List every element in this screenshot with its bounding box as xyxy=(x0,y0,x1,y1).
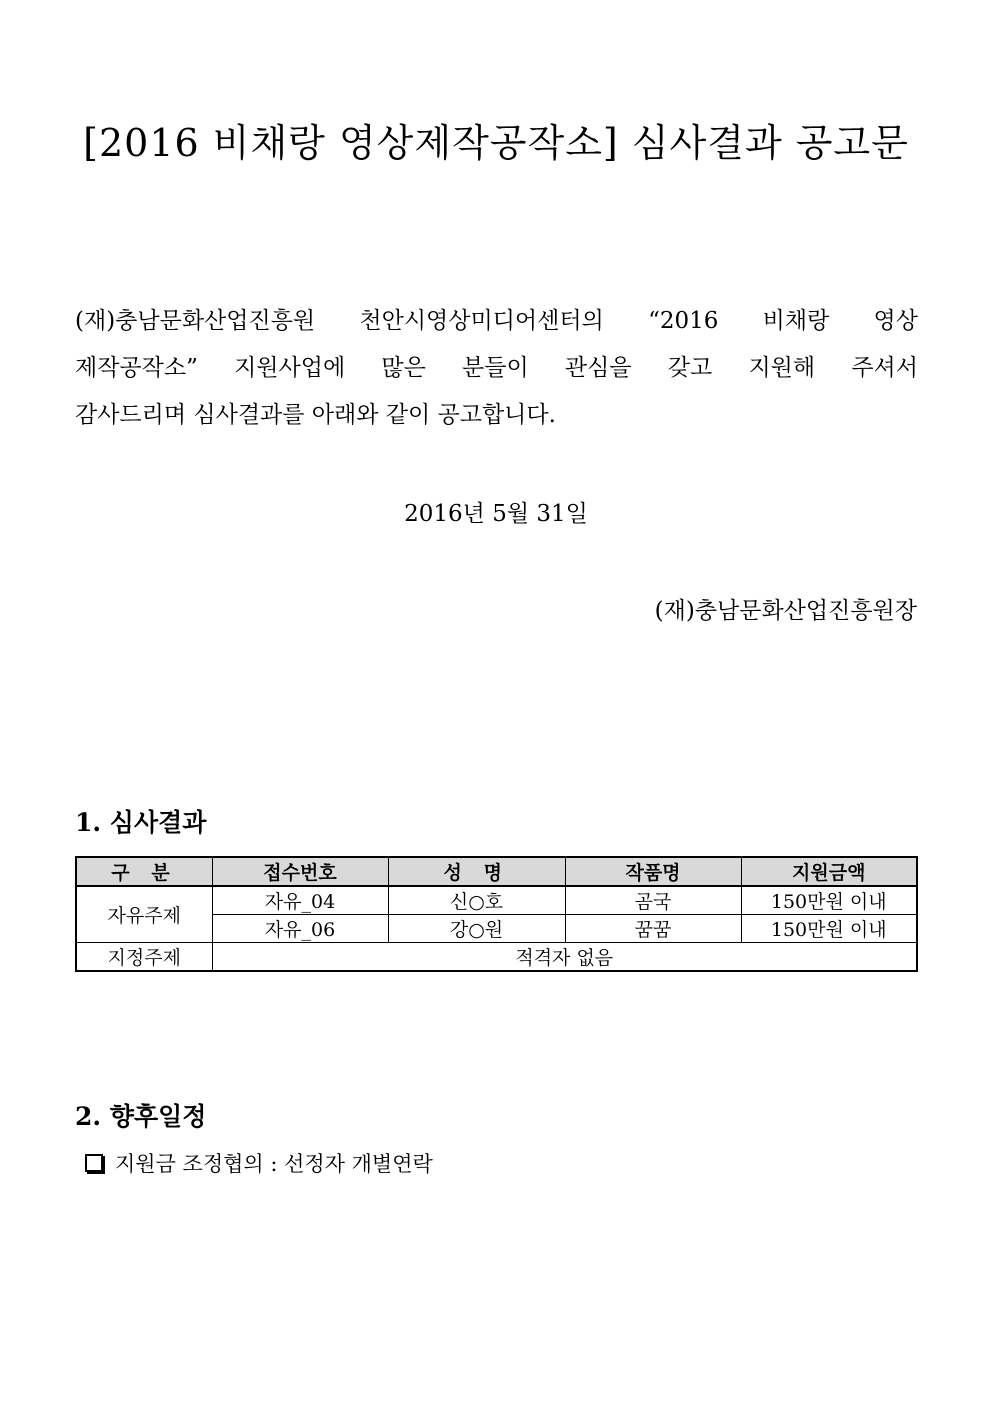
table-row xyxy=(76,886,917,915)
work-cell: 곰국 xyxy=(565,886,741,915)
section-heading-results: 1. 심사결과 xyxy=(75,808,207,837)
amount-cell: 150만원 이내 xyxy=(741,886,917,915)
table-row xyxy=(76,943,917,972)
table-header-row xyxy=(76,857,917,886)
page-title: [2016 비채랑 영상제작공작소] 심사결과 공고문 xyxy=(83,121,909,165)
section-heading-schedule: 2. 향후일정 xyxy=(75,1102,207,1131)
header-number: 접수번호 xyxy=(212,857,388,886)
number-cell: 자유_06 xyxy=(212,915,388,943)
amount-cell: 150만원 이내 xyxy=(741,915,917,943)
schedule-item-text: 지원금 조정협의 : 선정자 개별연락 xyxy=(115,1152,433,1176)
header-category: 구 분 xyxy=(76,857,212,886)
header-amount: 지원금액 xyxy=(741,857,917,886)
number-cell: 자유_04 xyxy=(212,886,388,915)
category-cell: 자유주제 xyxy=(76,886,212,943)
header-name: 성 명 xyxy=(388,857,565,886)
schedule-item xyxy=(85,1148,433,1178)
intro-paragraph xyxy=(75,298,918,439)
intro-line: (재)충남문화산업진흥원 천안시영상미디어센터의 “2016 비채랑 영상 xyxy=(75,308,918,334)
results-table xyxy=(75,856,918,972)
checkbox-bullet-icon xyxy=(85,1154,103,1172)
category-cell: 지정주제 xyxy=(76,943,212,972)
announcement-date: 2016년 5월 31일 xyxy=(404,501,588,527)
no-qualifier-cell: 적격자 없음 xyxy=(212,943,917,972)
intro-line: 제작공작소” 지원사업에 많은 분들이 관심을 갖고 지원해 주셔서 xyxy=(75,355,918,381)
work-cell: 꿈꿈 xyxy=(565,915,741,943)
name-cell: 강○원 xyxy=(388,915,565,943)
intro-line: 감사드리며 심사결과를 아래와 같이 공고합니다. xyxy=(75,402,556,428)
name-cell: 신○호 xyxy=(388,886,565,915)
issuer-organization: (재)충남문화산업진흥원장 xyxy=(654,598,917,624)
header-work: 작품명 xyxy=(565,857,741,886)
